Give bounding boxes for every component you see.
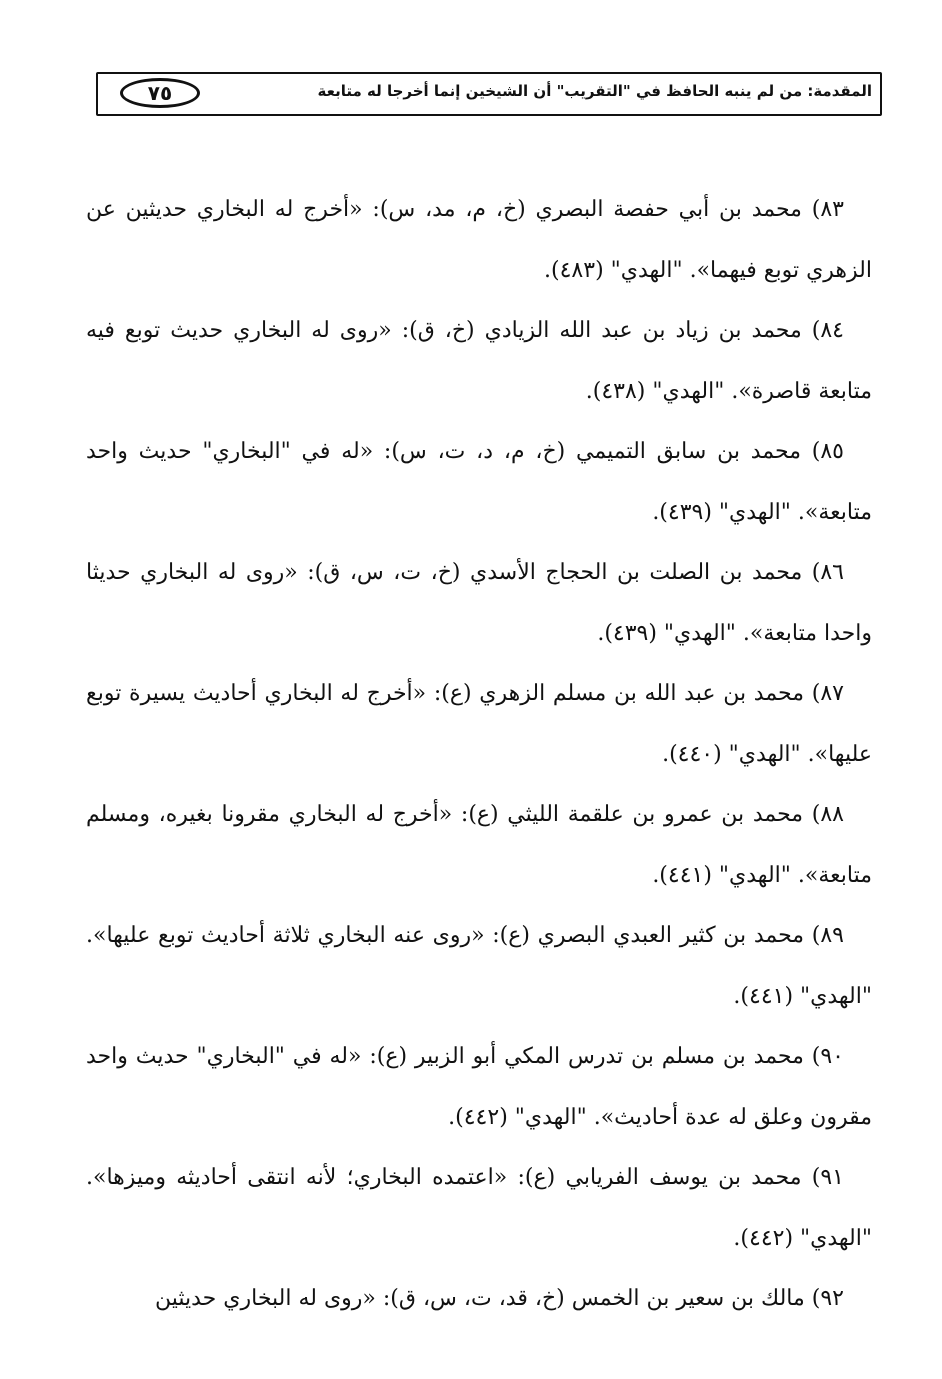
- entry-85: ٨٥) محمد بن سابق التميمي (خ، م، د، ت، س): «له في "البخاري" حديث واحد متابعة». "الهدي" (٤٣٩).: [86, 439, 872, 525]
- entry-88: ٨٨) محمد بن عمرو بن علقمة الليثي (ع): «أخرج له البخاري مقرونا بغيره، ومسلم متابعة». "الهدي" (٤٤١).: [86, 802, 872, 888]
- entries-list: [86, 180, 872, 1330]
- entry-91: ٩١) محمد بن يوسف الفريابي (ع): «اعتمده البخاري؛ لأنه انتقى أحاديثه وميزها». "الهدي" (٤٤٢).: [86, 1165, 872, 1251]
- entry-84: ٨٤) محمد بن زياد بن عبد الله الزيادي (خ، ق): «روى له البخاري حديث توبع فيه متابعة قاصرة». "الهدي" (٤٣٨).: [86, 318, 872, 404]
- entry-86: ٨٦) محمد بن الصلت بن الحجاج الأسدي (خ، ت، س، ق): «روى له البخاري حديثا واحدا متابعة». "الهدي" (٤٣٩).: [86, 560, 872, 646]
- entry-89: ٨٩) محمد بن كثير العبدي البصري (ع): «روى عنه البخاري ثلاثة أحاديث توبع عليها». "الهدي" (٤٤١).: [86, 923, 872, 1009]
- page-header: [96, 72, 882, 116]
- header-title: المقدمة: من لم ينبه الحافظ في "التقريب" أن الشيخين إنما أخرجا له متابعة: [317, 82, 872, 100]
- page-number: ٧٥: [120, 78, 200, 108]
- entry-92: ٩٢) مالك بن سعير بن الخمس (خ، قد، ت، س، ق): «روى له البخاري حديثين: [154, 1286, 844, 1311]
- entry-87: ٨٧) محمد بن عبد الله بن مسلم الزهري (ع): «أخرج له البخاري أحاديث يسيرة توبع عليها». "الهدي" (٤٤٠).: [86, 681, 872, 767]
- entry-90: ٩٠) محمد بن مسلم بن تدرس المكي أبو الزبير (ع): «له في "البخاري" حديث واحد مقرون وعلق له عدة أحاديث». "الهدي" (٤٤٢).: [86, 1044, 872, 1130]
- entry-83: ٨٣) محمد بن أبي حفصة البصري (خ، م، مد، س): «أخرج له البخاري حديثين عن الزهري توبع فيهما». "الهدي" (٤٨٣).: [86, 197, 872, 283]
